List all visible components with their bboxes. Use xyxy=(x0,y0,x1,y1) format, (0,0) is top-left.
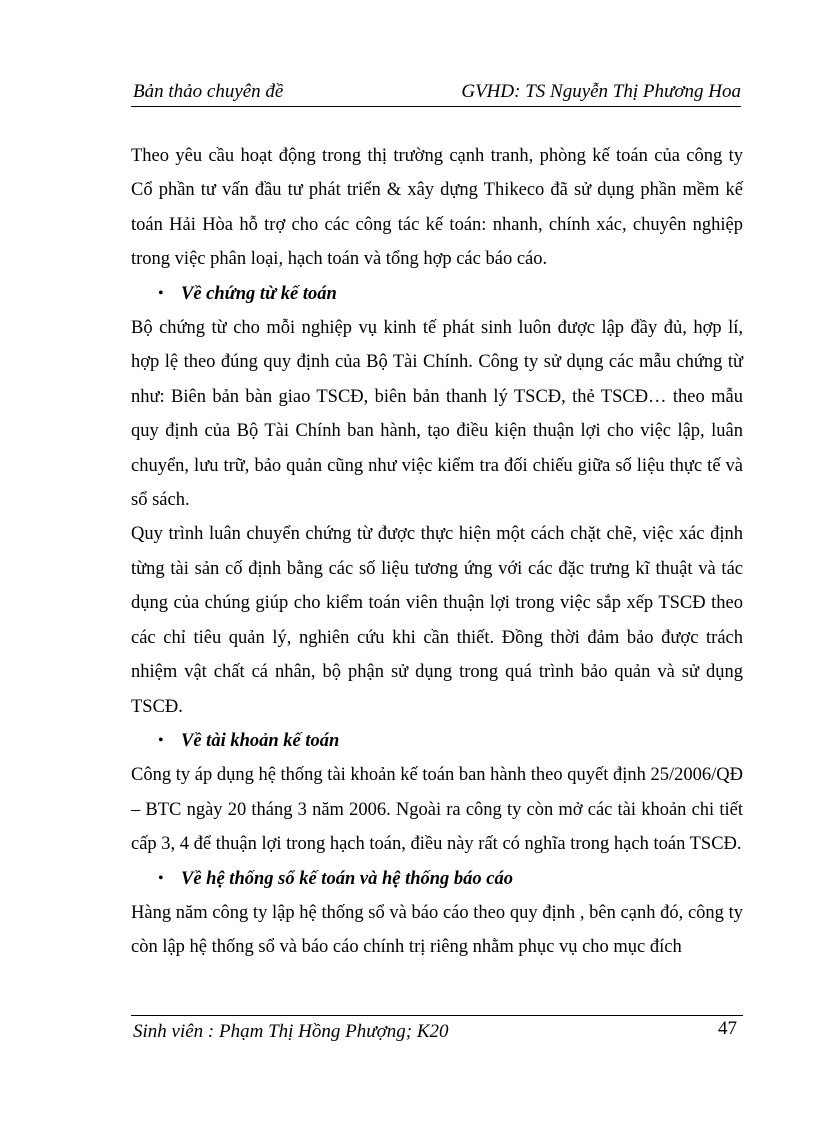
page-footer xyxy=(131,1015,743,1042)
paragraph-document-flow: Quy trình luân chuyển chứng từ được thực hiện một cách chặt chẽ, việc xác định từng tài sản cố định bằng các số liệu tương ứng với các đặc trưng kĩ thuật và tác dụng của chúng giúp cho kiểm toán viên thuận lợi trong việc sắp xếp TSCĐ theo các chỉ tiêu quản lý, nghiên cứu khi cần thiết. Đồng thời đảm bảo được trách nhiệm vật chất cá nhân, bộ phận sử dụng trong quá trình bảo quản và sử dụng TSCĐ. xyxy=(131,524,743,717)
bullet-heading-books-reports xyxy=(131,862,743,896)
paragraph-intro: Theo yêu cầu hoạt động trong thị trường cạnh tranh, phòng kế toán của công ty Cổ phần tư vấn đầu tư phát triển & xây dựng Thikeco đã sử dụng phần mềm kế toán Hải Hòa hỗ trợ cho các công tác kế toán: nhanh, chính xác, chuyên nghiệp trong việc phân loại, hạch toán và tổng hợp các báo cáo. xyxy=(131,146,743,270)
bullet-heading-documents xyxy=(131,277,743,311)
header-supervisor: GVHD: TS Nguyễn Thị Phương Hoa xyxy=(461,81,741,102)
page-header xyxy=(131,78,741,107)
bullet-heading-text: Về tài khoản kế toán xyxy=(181,730,340,751)
bullet-icon: • xyxy=(158,284,164,302)
footer-student: Sinh viên : Phạm Thị Hồng Phượng; K20 xyxy=(133,1021,449,1042)
paragraph-documents: Bộ chứng từ cho mỗi nghiệp vụ kinh tế phát sinh luôn được lập đầy đủ, hợp lí, hợp lệ theo đúng quy định của Bộ Tài Chính. Công ty sử dụng các mẫu chứng từ như: Biên bản bàn giao TSCĐ, biên bản thanh lý TSCĐ, thẻ TSCĐ… theo mẫu quy định của Bộ Tài Chính ban hành, tạo điều kiện thuận lợi cho việc lập, luân chuyển, lưu trữ, bảo quản cũng như việc kiểm tra đối chiếu giữa số liệu thực tế và sổ sách. xyxy=(131,318,743,511)
paragraph-accounts: Công ty áp dụng hệ thống tài khoản kế toán ban hành theo quyết định 25/2006/QĐ – BTC ngày 20 tháng 3 năm 2006. Ngoài ra công ty còn mở các tài khoản chi tiết cấp 3, 4 để thuận lợi trong hạch toán, điều này rất có nghĩa trong hạch toán TSCĐ. xyxy=(131,765,743,855)
header-document-title: Bản thảo chuyên đề xyxy=(133,81,284,102)
bullet-heading-text: Về hệ thống sổ kế toán và hệ thống báo cáo xyxy=(181,868,513,889)
bullet-heading-text: Về chứng từ kế toán xyxy=(181,283,337,304)
bullet-icon: • xyxy=(158,869,164,887)
paragraph-books-reports: Hàng năm công ty lập hệ thống sổ và báo cáo theo quy định , bên cạnh đó, công ty còn lập hệ thống sổ và báo cáo chính trị riêng nhằm phục vụ cho mục đích xyxy=(131,902,743,958)
bullet-icon: • xyxy=(158,731,164,749)
page-body xyxy=(131,139,743,965)
page-number: 47 xyxy=(718,1018,737,1039)
bullet-heading-accounts xyxy=(131,724,743,758)
